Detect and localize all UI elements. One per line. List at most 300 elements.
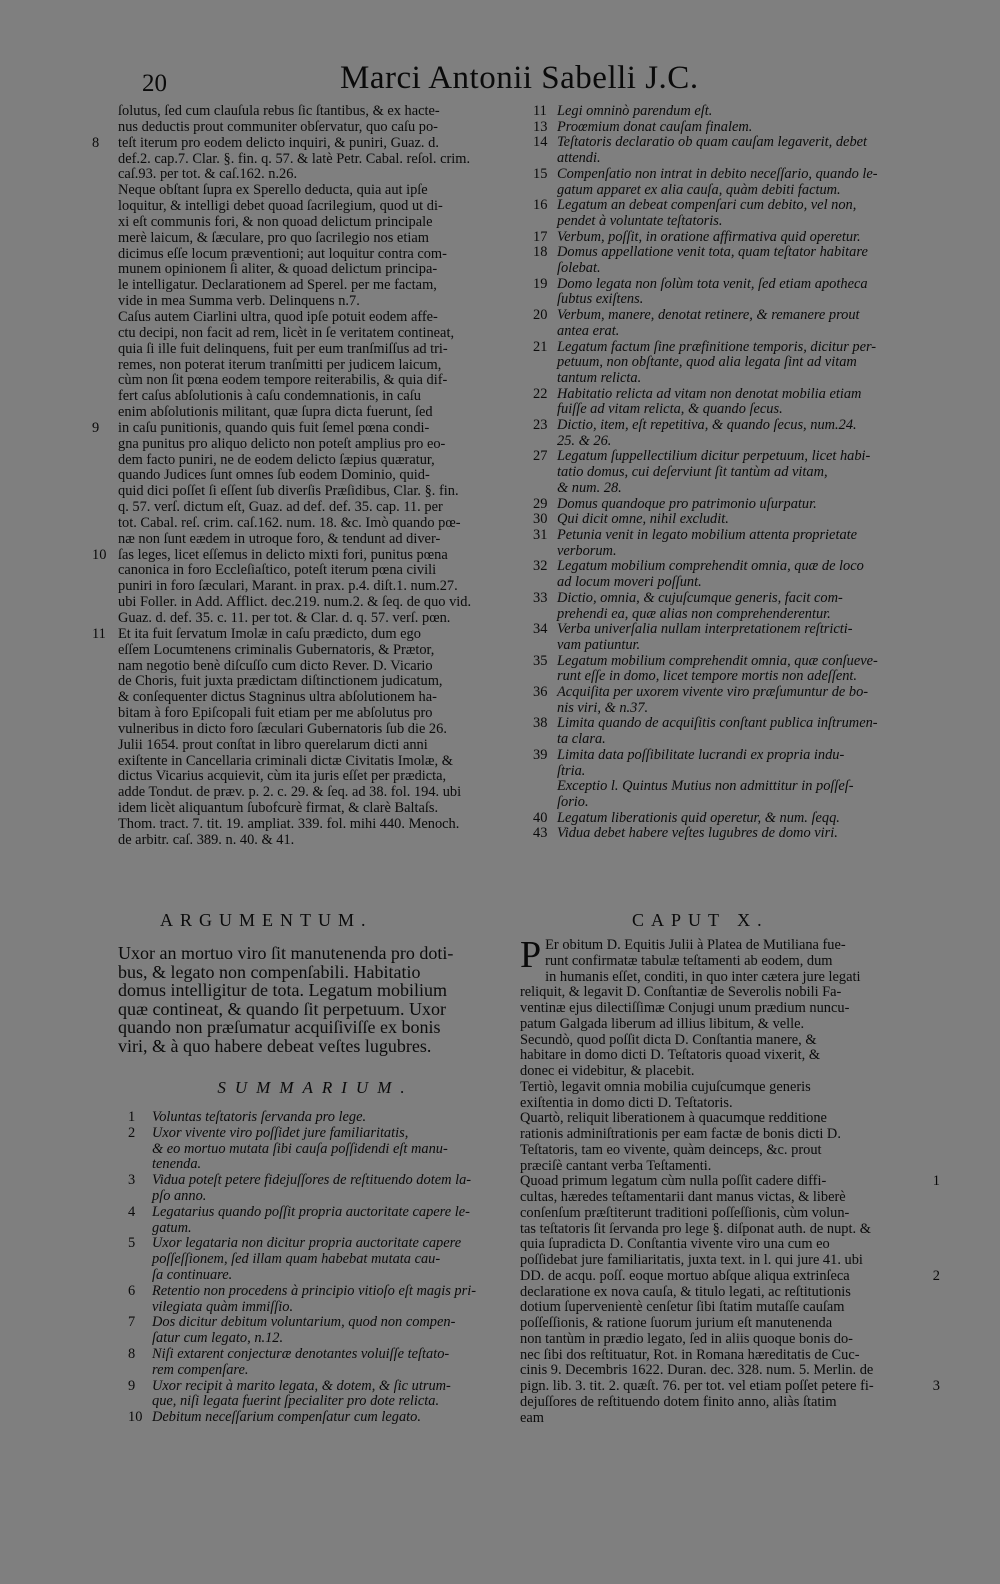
summary-item — [533, 575, 918, 591]
summary-item — [128, 1394, 513, 1410]
text-line — [520, 938, 910, 954]
text-line — [520, 1064, 910, 1080]
line-text: remes, non poterat iterum tranſmitti per judicem laicum, — [118, 356, 442, 373]
line-text: eſſem Locumtenens criminalis Gubernatoris, & Prætor, — [118, 641, 435, 658]
summary-number — [533, 151, 557, 167]
line-text: Thom. tract. 7. tit. 19. ampliat. 339. fol. mihi 440. Menoch. — [118, 815, 460, 832]
summary-item — [533, 481, 918, 497]
summary-number: 23 — [533, 417, 548, 434]
text-line — [118, 595, 513, 611]
summary-item — [533, 716, 918, 732]
summary-text: vam patiuntur. — [557, 636, 641, 653]
text-line — [118, 437, 513, 453]
summary-number — [128, 1300, 152, 1316]
summary-item — [128, 1142, 513, 1158]
summary-number: 6 — [128, 1282, 136, 1299]
summary-number: 2 — [128, 1124, 136, 1141]
text-line — [520, 1173, 940, 1190]
summary-item — [533, 324, 918, 340]
text-line — [118, 104, 513, 120]
summary-number — [533, 371, 557, 387]
summary-number: 38 — [533, 715, 548, 732]
summary-text: Teſtatoris declaratio ob quam cauſam legaverit, debet — [557, 134, 868, 151]
line-text: poſſeſſionis, & ratione ſuorum jurium eſt manutenenda — [520, 1315, 833, 1331]
summary-number — [128, 1394, 152, 1410]
line-text: cinis 9. Decembris 1622. Duran. dec. 328. num. 5. Merlin. de — [520, 1362, 874, 1379]
line-text: Teſtatoris, tam eo vivente, quàm deinceps, &c. prout — [520, 1141, 822, 1158]
line-text: canonica in foro Eccleſiaſtico, poteſt iterum pœna civili — [118, 562, 437, 579]
summary-item — [128, 1331, 513, 1347]
line-text: pign. lib. 3. tit. 2. quæſt. 76. per tot. vel etiam poſſet petere fi- — [520, 1378, 874, 1394]
text-line — [118, 326, 513, 342]
text-line — [520, 1048, 910, 1064]
summary-text: ſtria. — [557, 762, 586, 779]
summary-item — [533, 183, 918, 199]
line-text: Julii 1654. prout conſtat in libro querelarum dicti anni — [118, 736, 428, 753]
summary-item — [533, 528, 918, 544]
line-text: conſenſum præſtiterunt traditioni poſſeſſionis, cùm volun- — [520, 1204, 850, 1221]
summary-item — [128, 1205, 513, 1221]
summary-item — [533, 214, 918, 230]
line-text: ſolutus, ſed cum clauſula rebus ſic ſtantibus, & ex hacte- — [118, 103, 440, 119]
line-text: ubi Foller. in Add. Afflict. dec.219. num.2. & ſeq. de quo vid. — [118, 594, 472, 611]
summary-item — [533, 418, 918, 434]
summary-text: Vidua debet habere veſtes lugubres de domo viri. — [557, 825, 838, 842]
line-text: eam — [520, 1409, 544, 1426]
line-text: Guaz. d. def. 35. c. 11. per tot. & Clar. d. q. 57. verſ. pœn. — [118, 610, 451, 626]
summary-number — [533, 355, 557, 371]
line-text: dicimus eſſe locum præventioni; aut loquitur contra com- — [118, 245, 447, 262]
summary-item — [128, 1252, 513, 1268]
text-line — [118, 231, 513, 247]
line-text: puniri in foro ſæculari, Marant. in prax. p.4. diſt.1. num.27. — [118, 578, 458, 595]
text-line — [118, 484, 513, 500]
summary-text: & eo mortuo mutata ſibi cauſa poſſidendi eſt manu- — [152, 1140, 448, 1157]
line-text: loquitur, & intelligi debet quoad ſacrilegium, quod ut di- — [118, 198, 443, 215]
text-line — [520, 1001, 910, 1017]
text-line — [520, 1237, 910, 1253]
summary-number — [533, 795, 557, 811]
line-text: in caſu punitionis, quando quis fuit ſemel pœna condi- — [118, 419, 430, 436]
summary-text: tantum relicta. — [557, 369, 642, 386]
line-text: idem licèt aliquantum ſubofcurè firmat, & clarè Baltaſs. — [118, 800, 439, 817]
summary-text: Legatum mobilium comprehendit omnia, quæ conſueve- — [557, 652, 878, 669]
summary-text: runt eſſe in domo, licet tempore mortis non adeſſent. — [557, 668, 858, 685]
summary-number — [533, 669, 557, 685]
summary-item — [128, 1347, 513, 1363]
line-text: Caſus autem Ciarlini ultra, quod ipſe potuit eodem affe- — [118, 308, 438, 325]
text-line — [118, 690, 513, 706]
argument-line: Uxor an mortuo viro ſit manutenenda pro doti- — [118, 943, 454, 963]
summary-text: Compenſatio non intrat in debito neceſſario, quando le- — [557, 165, 878, 182]
summary-text: ta clara. — [557, 731, 606, 748]
text-line — [118, 833, 513, 849]
summary-item — [533, 795, 918, 811]
summary-number: 9 — [128, 1377, 136, 1394]
summary-text: Acquiſita per uxorem vivente viro præſumuntur de bo- — [557, 684, 869, 701]
summary-text: ſa continuare. — [152, 1266, 233, 1283]
summary-item — [533, 701, 918, 717]
summary-item — [533, 135, 918, 151]
line-text: Quoad primum legatum cùm nulla poſſit cadere diffi- — [520, 1173, 827, 1190]
text-line — [92, 625, 513, 643]
summary-item — [533, 654, 918, 670]
line-text: rationis adminiſtrationis per eam factæ de bonis dicti D. — [520, 1126, 841, 1142]
summary-text: 25. & 26. — [557, 432, 612, 449]
line-text: vulneribus in dicto foro ſæculari Gubernatoris ſub die 26. — [118, 720, 447, 737]
summary-item — [128, 1268, 513, 1284]
text-line — [118, 167, 513, 183]
text-line — [118, 785, 513, 801]
line-text: dem facto puniri, ne de eodem delicto ſæpius quæratur, — [118, 451, 435, 468]
summary-number — [128, 1331, 152, 1347]
text-line — [520, 1285, 910, 1301]
summary-text: Legatarius quando poſſit propria auctoritate capere le- — [152, 1203, 470, 1220]
text-line — [118, 769, 513, 785]
summary-number — [128, 1157, 152, 1173]
text-line — [92, 134, 513, 152]
summary-item — [533, 151, 918, 167]
summary-item — [128, 1173, 513, 1189]
summary-text: Legi omninò parendum eſt. — [557, 103, 713, 119]
summary-item — [128, 1410, 513, 1426]
summary-item — [533, 465, 918, 481]
text-line — [118, 342, 513, 358]
summary-text: rem compenſare. — [152, 1361, 249, 1378]
summary-text: antea erat. — [557, 322, 620, 339]
summary-item — [533, 764, 918, 780]
summary-item — [533, 826, 918, 842]
summary-item — [128, 1189, 513, 1205]
summary-item — [533, 245, 918, 261]
summary-number: 1 — [128, 1109, 136, 1125]
summary-item — [533, 167, 918, 183]
line-text: non tantùm in prædio legato, ſed in aliis quoque bonis do- — [520, 1330, 853, 1347]
text-line — [520, 1363, 910, 1379]
line-text: patum Galgada liberum ad illius libitum, & velle. — [520, 1015, 805, 1032]
margin-number: 11 — [92, 625, 106, 642]
summary-text: gatum. — [152, 1219, 192, 1236]
summary-item — [533, 622, 918, 638]
summary-number — [128, 1221, 152, 1237]
summarium-list — [128, 1110, 513, 1426]
line-text: tot. Cabal. reſ. crim. caſ.162. num. 18. &c. Imò quando pœ- — [118, 514, 461, 531]
summary-item — [533, 779, 918, 795]
summary-text: Uxor recipit à marito legata, & dotem, & ſic utrum- — [152, 1377, 451, 1394]
summary-text: Verba univerſalia nullam interpretationem reſtricti- — [557, 621, 853, 638]
line-text: caſ.93. per tot. & caſ.162. n.26. — [118, 166, 298, 183]
summary-item — [533, 607, 918, 623]
line-text: quia ſupradicta D. Conſtantia vivente viro una cum eo — [520, 1236, 830, 1253]
summary-number — [533, 214, 557, 230]
summary-number — [533, 575, 557, 591]
line-text: fert caſus abſolutionis à caſu condemnationis, in caſu — [118, 388, 421, 405]
summary-number — [533, 183, 557, 199]
summary-item — [128, 1221, 513, 1237]
line-text: munem opinionem ſi aliter, & quoad delictum principa- — [118, 261, 438, 278]
argument-line: viri, & à quo habere debeat veſtes lugubres. — [118, 1035, 432, 1056]
summary-text: Retentio non procedens à principio vitioſo eſt magis pri- — [152, 1282, 477, 1299]
text-line — [118, 373, 513, 389]
line-text: & conſequenter dictus Stagninus ultra abſolutionem ha- — [118, 689, 437, 706]
argumentum-text — [118, 944, 518, 1056]
text-line — [118, 500, 513, 516]
argument-line: bus, & legato non compenſabili. Habitatio — [118, 961, 421, 982]
summary-item — [533, 685, 918, 701]
summarium-heading: SUMMARIUM. — [217, 1078, 414, 1097]
summary-text: Legatum liberationis quid operetur, & num. ſeqq. — [557, 809, 840, 826]
text-line — [118, 706, 513, 722]
line-text: de Choris, fuit juxta prædictam diſtinctionem judicatum, — [118, 673, 443, 690]
summary-item — [533, 544, 918, 560]
summary-number: 3 — [128, 1172, 136, 1189]
summary-item — [533, 669, 918, 685]
line-text: bitam à foro Epiſcopali fuit etiam per me abſolutus pro — [118, 705, 433, 722]
line-text: tas teſtatoris ſit ſervanda pro lege §. diſponat auth. de nupt. & — [520, 1220, 871, 1237]
line-text: ventinæ ejus dilectiſſimæ Conjugi unum prædium nuncu- — [520, 1000, 850, 1016]
summary-number: 13 — [533, 118, 548, 135]
text-line — [118, 405, 513, 421]
text-line — [118, 262, 513, 278]
summary-text: Legatum ſuppellectilium dicitur perpetuum, licet habi- — [557, 448, 871, 465]
summary-item — [533, 198, 918, 214]
text-line — [118, 120, 513, 136]
summary-item — [533, 292, 918, 308]
text-line — [520, 1111, 910, 1127]
summary-text: Niſi extarent conjecturæ denotantes voluiſſe teſtato- — [152, 1345, 450, 1362]
line-text: poſſidebat jure familiaritatis, juxta text. in l. qui jure 41. ubi — [520, 1252, 863, 1268]
line-text: declaratione ex nova cauſa, & titulo legati, ac reſtitutionis — [520, 1283, 851, 1300]
text-line — [520, 970, 910, 986]
summary-item — [533, 230, 918, 246]
summary-item — [533, 559, 918, 575]
summary-number: 5 — [128, 1235, 136, 1252]
summary-item — [128, 1315, 513, 1331]
text-line — [520, 1253, 910, 1269]
text-line — [118, 516, 513, 532]
text-line — [520, 1190, 910, 1206]
summary-text: verborum. — [557, 542, 617, 559]
text-line — [520, 1348, 910, 1364]
summary-text: Dictio, omnia, & cujuſcumque generis, facit com- — [557, 589, 843, 606]
line-text: DD. de acqu. poſſ. eoque mortuo abſque aliqua extrinſeca — [520, 1267, 850, 1284]
text-line — [520, 1159, 910, 1175]
line-text: habitare in domo dicti D. Teſtatoris quoad vixerit, & — [520, 1047, 821, 1064]
summary-text: ſolebat. — [557, 260, 601, 277]
text-line — [118, 247, 513, 263]
line-text: Neque obſtant ſupra ex Sperello deducta, quia aut ipſe — [118, 182, 428, 199]
caput-heading: CAPUT X. — [632, 910, 769, 930]
summary-number: 7 — [128, 1314, 136, 1331]
summary-item — [128, 1236, 513, 1252]
line-text: nec ſibi dos reſtituatur, Rot. in Romana hæreditatis de Cuc- — [520, 1346, 860, 1363]
summary-number: 4 — [128, 1203, 136, 1220]
line-text: Secundò, quod poſſit dicta D. Conſtantia manere, & — [520, 1031, 817, 1048]
summary-item — [533, 512, 918, 528]
running-title: Marci Antonii Sabelli J.C. — [340, 60, 699, 96]
summary-text: ad locum moveri poſſunt. — [557, 574, 702, 591]
line-text: quia ſi ille fuit delinquens, fuit per eum tranſmiſſus ad tri- — [118, 340, 448, 357]
summary-number — [533, 324, 557, 340]
line-text: Quartò, reliquit liberationem à quacumque redditione — [520, 1110, 827, 1127]
summary-number: 30 — [533, 511, 548, 528]
summary-item — [533, 434, 918, 450]
summary-item — [533, 308, 918, 324]
summary-number: 8 — [128, 1345, 136, 1362]
summary-item — [533, 497, 918, 513]
summary-item — [533, 638, 918, 654]
line-text: adde Tondut. de præv. p. 2. c. 29. & ſeq. ad 38. fol. 194. ubi — [118, 784, 462, 801]
summary-item — [533, 591, 918, 607]
summary-number: 20 — [533, 307, 548, 324]
summary-continuation — [533, 104, 918, 842]
line-text: cultas, hæredes teſtamentarii dant manus victas, & liberè — [520, 1189, 846, 1205]
text-line — [118, 152, 513, 168]
summary-text: Qui dicit omne, nihil excludit. — [557, 511, 729, 528]
line-text: merè laicum, & ſæculare, pro quo ſacrilegio nos etiam — [118, 229, 429, 246]
line-text: exiſtentia in domo dicti D. Teſtatoris. — [520, 1094, 733, 1111]
text-line — [118, 674, 513, 690]
summary-text: Domus quandoque pro patrimonio uſurpatur. — [557, 495, 817, 512]
text-line — [118, 659, 513, 675]
summary-text: Exceptio l. Quintus Mutius non admittitur in poſſeſ- — [557, 778, 854, 795]
line-text: vide in mea Summa verb. Delinquens n.7. — [118, 293, 360, 310]
line-text: præciſè cantant verba Teſtamenti. — [520, 1157, 712, 1174]
summary-number: 27 — [533, 448, 548, 465]
summary-text: prehendi ea, quæ alias non comprehenderentur. — [557, 605, 831, 622]
summary-text: Domus appellatione venit tota, quam teſtator habitare — [557, 244, 868, 261]
summary-text: Habitatio relicta ad vitam non denotat mobilia etiam — [557, 385, 862, 402]
summary-number — [533, 607, 557, 623]
summary-number: 14 — [533, 134, 548, 151]
line-text: Et ita fuit ſervatum Imolæ in caſu prædicto, dum ego — [118, 625, 421, 642]
summary-number — [533, 261, 557, 277]
summary-item — [128, 1300, 513, 1316]
line-text: nam negotio benè diſcuſſo cum dicto Rever. D. Vicario — [118, 657, 433, 674]
summary-number — [128, 1142, 152, 1158]
line-text: dejuſſores de reſtituendo dotem finito anno, aliàs ſtatim — [520, 1393, 837, 1410]
summary-number — [128, 1189, 152, 1205]
text-line — [520, 1017, 910, 1033]
summary-number — [533, 764, 557, 780]
text-line — [118, 453, 513, 469]
text-line — [118, 643, 513, 659]
line-text: nus deductis prout communiter obſervatur, quo caſu po- — [118, 118, 438, 135]
text-line — [118, 310, 513, 326]
text-line — [520, 1222, 910, 1238]
argument-line: quando non præſumatur acquiſiviſſe ex bonis — [118, 1017, 441, 1038]
argument-line: domus intelligitur de tota. Legatum mobilium — [118, 980, 447, 1001]
text-line — [118, 722, 513, 738]
text-line — [118, 294, 513, 310]
text-line — [118, 358, 513, 374]
summary-number — [128, 1268, 152, 1284]
text-line — [118, 563, 513, 579]
left-column-text — [92, 103, 513, 849]
summary-text: Legatum factum ſine præfinitione temporis, dicitur per- — [557, 338, 877, 355]
summary-text: ſatur cum legato, n.12. — [152, 1330, 284, 1347]
summary-text: Legatum an debeat compenſari cum debito, vel non, — [557, 197, 857, 214]
summary-item — [533, 371, 918, 387]
summary-text: fuiſſe ad vitam relicta, & quando ſecus. — [557, 401, 783, 418]
text-line — [118, 468, 513, 484]
summary-text: Domo legata non ſolùm tota venit, ſed etiam apotheca — [557, 275, 868, 292]
margin-number: 3 — [932, 1378, 940, 1394]
summary-text: Vidua poteſt petere fidejuſſores de reſtituendo dotem la- — [152, 1172, 472, 1189]
text-line — [520, 1332, 910, 1348]
summary-number: 31 — [533, 526, 548, 543]
summary-item — [128, 1110, 513, 1126]
summary-number: 18 — [533, 244, 548, 261]
text-line — [520, 1206, 910, 1222]
margin-number: 8 — [92, 134, 100, 151]
page-number: 20 — [142, 70, 167, 97]
summary-number: 36 — [533, 684, 548, 701]
summary-number: 21 — [533, 338, 548, 355]
summary-number — [128, 1252, 152, 1268]
summary-text: nis viri, & n.37. — [557, 699, 649, 716]
summary-text: pſo anno. — [152, 1187, 207, 1204]
summary-text: tatio domus, cui deſerviunt ſit tantùm ad vitam, — [557, 464, 828, 481]
summary-number — [533, 481, 557, 497]
line-text: exiſtente in Cancellaria criminali dictæ Civitatis Imolæ, & — [118, 752, 453, 769]
summary-text: gatum apparet ex alia cauſa, quàm debiti factum. — [557, 181, 841, 198]
summary-text: Uxor vivente viro poſſidet jure familiaritatis, — [152, 1124, 409, 1141]
text-line — [118, 183, 513, 199]
summary-item — [533, 748, 918, 764]
line-text: dotium ſupervenientè cenſetur ſibi ſtatim mutaſſe cauſam — [520, 1299, 845, 1316]
line-text: enim abſolutionis militant, quæ ſupra dicta fuerunt, ſed — [118, 404, 433, 421]
summary-number: 16 — [533, 197, 548, 214]
margin-number: 2 — [932, 1267, 940, 1284]
argument-line: quæ contineat, & quando ſit perpetuum. Uxor — [118, 998, 446, 1019]
summary-item — [533, 261, 918, 277]
summary-text: tenenda. — [152, 1156, 202, 1173]
summary-item — [533, 277, 918, 293]
summary-number: 39 — [533, 746, 548, 763]
text-line — [118, 389, 513, 405]
text-line — [118, 817, 513, 833]
line-text: xi eſt communis fori, & non quoad delictum principale — [118, 213, 433, 230]
text-line — [520, 1395, 910, 1411]
text-line — [118, 611, 513, 627]
text-line — [118, 579, 513, 595]
summary-text: Voluntas teſtatoris ſervanda pro lege. — [152, 1109, 367, 1125]
summary-number: 15 — [533, 165, 548, 182]
summary-number: 19 — [533, 275, 548, 292]
summary-text: pendet à voluntate teſtatoris. — [557, 212, 723, 229]
summary-number: 34 — [533, 621, 548, 638]
margin-number: 9 — [92, 419, 100, 436]
summary-text: Legatum mobilium comprehendit omnia, quæ de loco — [557, 558, 864, 575]
line-text: runt confirmatæ tabulæ teſtamenti ab eodem, dum — [545, 952, 833, 969]
summary-text: Limita quando de acquiſitis conſtant publica inſtrumen- — [557, 715, 878, 732]
summary-item — [128, 1126, 513, 1142]
summary-item — [533, 449, 918, 465]
summary-text: Petunia venit in legato mobilium attenta proprietate — [557, 526, 858, 543]
summary-number — [128, 1363, 152, 1379]
summary-number — [533, 465, 557, 481]
summary-number — [533, 638, 557, 654]
text-line — [118, 738, 513, 754]
summary-number — [533, 434, 557, 450]
text-line — [520, 1080, 910, 1096]
text-line — [92, 546, 513, 564]
summary-text: Uxor legataria non dicitur propria auctoritate capere — [152, 1235, 462, 1252]
margin-number: 1 — [932, 1173, 940, 1190]
summary-text: Dictio, item, eſt repetitiva, & quando ſecus, num.24. — [557, 417, 857, 434]
summary-item — [128, 1363, 513, 1379]
